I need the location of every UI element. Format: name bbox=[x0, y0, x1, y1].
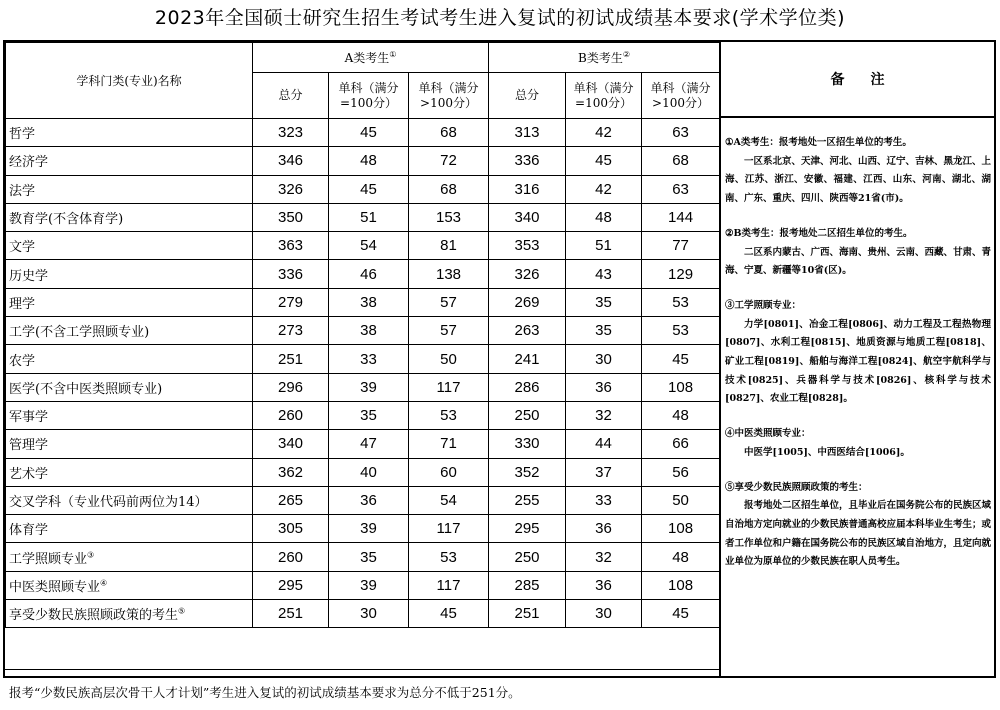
a-single-gt100-header-line1: 单科（满分 bbox=[418, 80, 479, 95]
table-row bbox=[6, 288, 720, 316]
score-cell-b-total: 255 bbox=[489, 486, 566, 514]
score-cell-a-total: 326 bbox=[253, 175, 329, 203]
a-total-header-label: 总分 bbox=[278, 88, 303, 102]
score-cell-b-sgt100: 63 bbox=[642, 175, 720, 203]
score-cell-a-sgt100: 71 bbox=[409, 430, 489, 458]
b-single-100-header-line2: =100分） bbox=[575, 95, 632, 110]
subject-name-cell bbox=[6, 119, 253, 147]
a-single-100-header-line1: 单科（满分 bbox=[338, 80, 399, 95]
score-cell-a-total: 362 bbox=[253, 458, 329, 486]
remarks-notes bbox=[725, 134, 991, 572]
subject-name: 工学照顾专业 bbox=[9, 551, 88, 567]
score-cell-a-s100: 30 bbox=[329, 600, 409, 628]
score-cell-a-s100: 38 bbox=[329, 288, 409, 316]
score-cell-a-total: 265 bbox=[253, 486, 329, 514]
score-cell-b-total: 286 bbox=[489, 373, 566, 401]
b-single-gt100-header bbox=[642, 73, 720, 119]
score-cell-a-sgt100: 54 bbox=[409, 486, 489, 514]
score-cell-a-s100: 35 bbox=[329, 543, 409, 571]
a-total-header bbox=[253, 73, 329, 119]
score-cell-a-total: 336 bbox=[253, 260, 329, 288]
subject-name-cell bbox=[6, 458, 253, 486]
score-cell-a-s100: 54 bbox=[329, 232, 409, 260]
subject-name: 医学(不含中医类照顾专业) bbox=[9, 381, 163, 397]
note-engineering-care bbox=[725, 297, 991, 409]
score-cell-a-s100: 45 bbox=[329, 119, 409, 147]
table-row bbox=[6, 515, 720, 543]
score-cell-b-s100: 36 bbox=[566, 515, 642, 543]
subject-name-cell bbox=[6, 600, 253, 628]
score-cell-b-s100: 32 bbox=[566, 543, 642, 571]
group-a-footnote-mark: ① bbox=[389, 50, 397, 59]
table-row bbox=[6, 147, 720, 175]
score-cell-a-sgt100: 117 bbox=[409, 515, 489, 543]
score-cell-a-sgt100: 117 bbox=[409, 571, 489, 599]
footnote-mark: ⑤ bbox=[178, 606, 186, 616]
score-cell-b-sgt100: 48 bbox=[642, 543, 720, 571]
score-cell-b-total: 250 bbox=[489, 543, 566, 571]
score-cell-a-s100: 39 bbox=[329, 373, 409, 401]
score-cell-a-s100: 47 bbox=[329, 430, 409, 458]
subject-name: 管理学 bbox=[9, 438, 49, 454]
score-cell-b-sgt100: 66 bbox=[642, 430, 720, 458]
score-cell-b-s100: 42 bbox=[566, 119, 642, 147]
score-cell-b-total: 263 bbox=[489, 317, 566, 345]
score-cell-b-s100: 51 bbox=[566, 232, 642, 260]
subject-name: 法学 bbox=[9, 183, 36, 199]
score-cell-b-s100: 35 bbox=[566, 317, 642, 345]
score-cell-b-s100: 30 bbox=[566, 600, 642, 628]
score-cell-b-total: 316 bbox=[489, 175, 566, 203]
group-b-header bbox=[489, 43, 720, 73]
score-cell-b-sgt100: 53 bbox=[642, 288, 720, 316]
remarks-column bbox=[719, 42, 994, 676]
footnote-mark: ③ bbox=[87, 550, 95, 560]
score-cell-a-total: 251 bbox=[253, 345, 329, 373]
remarks-header-label: 备注 bbox=[830, 72, 911, 88]
table-row bbox=[6, 430, 720, 458]
subject-name: 艺术学 bbox=[9, 466, 49, 482]
score-cell-b-sgt100: 48 bbox=[642, 401, 720, 429]
score-cell-a-sgt100: 57 bbox=[409, 288, 489, 316]
score-cell-b-sgt100: 45 bbox=[642, 600, 720, 628]
subject-name-cell bbox=[6, 232, 253, 260]
score-cell-b-s100: 42 bbox=[566, 175, 642, 203]
subject-name-cell bbox=[6, 147, 253, 175]
score-cell-a-total: 296 bbox=[253, 373, 329, 401]
score-cell-b-sgt100: 108 bbox=[642, 515, 720, 543]
subject-name-cell bbox=[6, 260, 253, 288]
score-cell-b-total: 241 bbox=[489, 345, 566, 373]
score-cell-b-total: 336 bbox=[489, 147, 566, 175]
score-cell-a-sgt100: 53 bbox=[409, 543, 489, 571]
score-cell-a-total: 340 bbox=[253, 430, 329, 458]
subject-column-header-label: 学科门类(专业)名称 bbox=[76, 74, 182, 88]
table-row bbox=[6, 175, 720, 203]
remarks-header bbox=[721, 42, 994, 118]
subject-name-cell bbox=[6, 345, 253, 373]
score-cell-a-sgt100: 45 bbox=[409, 600, 489, 628]
score-cell-b-sgt100: 50 bbox=[642, 486, 720, 514]
subject-name: 哲学 bbox=[9, 127, 36, 143]
subject-name: 军事学 bbox=[9, 410, 49, 426]
score-cell-b-s100: 45 bbox=[566, 147, 642, 175]
note-title: ③工学照顾专业： bbox=[725, 299, 802, 311]
note-b-category bbox=[725, 225, 991, 281]
subject-name-cell bbox=[6, 317, 253, 345]
score-table-area bbox=[5, 42, 719, 700]
score-cell-a-sgt100: 153 bbox=[409, 203, 489, 231]
score-cell-b-total: 251 bbox=[489, 600, 566, 628]
score-cell-a-s100: 36 bbox=[329, 486, 409, 514]
subject-name-cell bbox=[6, 401, 253, 429]
score-cell-b-s100: 43 bbox=[566, 260, 642, 288]
table-row bbox=[6, 232, 720, 260]
subject-name-cell bbox=[6, 288, 253, 316]
score-cell-a-sgt100: 57 bbox=[409, 317, 489, 345]
score-cell-b-total: 352 bbox=[489, 458, 566, 486]
note-body: 中医学[1005]、中西医结合[1006]。 bbox=[744, 446, 910, 458]
footer-note-row bbox=[5, 669, 719, 710]
score-cell-b-s100: 36 bbox=[566, 373, 642, 401]
table-row bbox=[6, 317, 720, 345]
score-cell-a-s100: 48 bbox=[329, 147, 409, 175]
subject-name-cell bbox=[6, 571, 253, 599]
group-b-footnote-mark: ② bbox=[622, 50, 631, 59]
score-cell-b-sgt100: 108 bbox=[642, 373, 720, 401]
b-total-header-label: 总分 bbox=[515, 88, 540, 102]
score-cell-a-sgt100: 81 bbox=[409, 232, 489, 260]
score-cell-a-total: 273 bbox=[253, 317, 329, 345]
subject-name-cell bbox=[6, 430, 253, 458]
score-cell-a-total: 346 bbox=[253, 147, 329, 175]
subject-name-cell bbox=[6, 515, 253, 543]
score-cell-a-total: 251 bbox=[253, 600, 329, 628]
note-tcm-care bbox=[725, 425, 991, 462]
score-cell-b-sgt100: 53 bbox=[642, 317, 720, 345]
subject-name: 理学 bbox=[9, 296, 36, 312]
group-a-header bbox=[253, 43, 489, 73]
score-cell-b-total: 326 bbox=[489, 260, 566, 288]
subject-name-cell bbox=[6, 373, 253, 401]
score-cell-a-sgt100: 68 bbox=[409, 175, 489, 203]
score-cell-b-total: 340 bbox=[489, 203, 566, 231]
subject-name: 教育学(不含体育学) bbox=[9, 212, 124, 228]
footnote-mark: ④ bbox=[100, 578, 108, 588]
table-row bbox=[6, 345, 720, 373]
score-cell-a-total: 305 bbox=[253, 515, 329, 543]
note-body: 报考地处二区招生单位，且毕业后在国务院公布的民族区域自治地方定向就业的少数民族普通高校应届本科毕业生考生；或者工作单位和户籍在国务院公布的民族区域自治地方，且定向就业单位为原单位的少数民族在职人员考生。 bbox=[725, 500, 992, 568]
score-cell-a-sgt100: 60 bbox=[409, 458, 489, 486]
a-single-100-header-line2: =100分） bbox=[340, 95, 397, 110]
b-total-header bbox=[489, 73, 566, 119]
subject-name-cell bbox=[6, 203, 253, 231]
score-cell-b-total: 353 bbox=[489, 232, 566, 260]
score-cell-a-total: 363 bbox=[253, 232, 329, 260]
subject-name-cell bbox=[6, 175, 253, 203]
subject-name: 经济学 bbox=[9, 155, 49, 171]
score-cell-a-total: 279 bbox=[253, 288, 329, 316]
score-cell-b-s100: 32 bbox=[566, 401, 642, 429]
score-cell-a-s100: 38 bbox=[329, 317, 409, 345]
score-cell-a-s100: 39 bbox=[329, 515, 409, 543]
score-cell-b-sgt100: 56 bbox=[642, 458, 720, 486]
score-cell-b-sgt100: 68 bbox=[642, 147, 720, 175]
score-cell-a-total: 295 bbox=[253, 571, 329, 599]
a-single-100-header bbox=[329, 73, 409, 119]
score-table bbox=[5, 42, 720, 628]
score-cell-b-s100: 35 bbox=[566, 288, 642, 316]
subject-name-cell bbox=[6, 486, 253, 514]
score-cell-a-total: 260 bbox=[253, 401, 329, 429]
score-cell-b-sgt100: 63 bbox=[642, 119, 720, 147]
score-cell-a-s100: 35 bbox=[329, 401, 409, 429]
note-a-category bbox=[725, 134, 991, 209]
table-row bbox=[6, 458, 720, 486]
score-cell-a-sgt100: 50 bbox=[409, 345, 489, 373]
note-minority-policy bbox=[725, 479, 991, 573]
note-body: 力学[0801]、冶金工程[0806]、动力工程及工程热物理[0807]、水利工程[0815]、地质资源与地质工程[0818]、矿业工程[0819]、船舶与海洋工程[0824]、航空宇航科学与技术[0825]、兵器科学与技术[0826]、核科学与技术[0827]、农业工程[0828]。 bbox=[725, 318, 991, 405]
table-row bbox=[6, 373, 720, 401]
b-single-gt100-header-line2: >100分） bbox=[652, 95, 710, 110]
subject-name-cell bbox=[6, 543, 253, 571]
score-cell-a-total: 260 bbox=[253, 543, 329, 571]
note-title: ②B类考生：报考地处二区招生单位的考生。 bbox=[725, 227, 913, 239]
score-table-frame bbox=[3, 40, 996, 700]
score-cell-b-sgt100: 144 bbox=[642, 203, 720, 231]
score-cell-b-total: 269 bbox=[489, 288, 566, 316]
a-single-gt100-header-line2: >100分） bbox=[420, 95, 477, 110]
score-cell-a-s100: 39 bbox=[329, 571, 409, 599]
group-b-label: B类考生 bbox=[578, 51, 623, 65]
a-single-gt100-header bbox=[409, 73, 489, 119]
score-cell-b-s100: 48 bbox=[566, 203, 642, 231]
score-cell-a-s100: 46 bbox=[329, 260, 409, 288]
group-a-label: A类考生 bbox=[344, 51, 390, 65]
subject-name: 中医类照顾专业 bbox=[9, 579, 101, 595]
subject-name: 交叉学科（专业代码前两位为14） bbox=[9, 495, 208, 510]
score-cell-b-sgt100: 77 bbox=[642, 232, 720, 260]
b-single-100-header-line1: 单科（满分 bbox=[573, 80, 634, 95]
score-cell-a-s100: 40 bbox=[329, 458, 409, 486]
score-cell-b-sgt100: 129 bbox=[642, 260, 720, 288]
table-row bbox=[6, 119, 720, 147]
page-title: 2023年全国硕士研究生招生考试考生进入复试的初试成绩基本要求(学术学位类) bbox=[154, 7, 846, 29]
subject-name: 体育学 bbox=[9, 523, 49, 539]
score-cell-b-sgt100: 108 bbox=[642, 571, 720, 599]
subject-name: 农学 bbox=[9, 353, 36, 369]
subject-name: 享受少数民族照顾政策的考生 bbox=[9, 608, 179, 624]
score-cell-a-total: 350 bbox=[253, 203, 329, 231]
table-row bbox=[6, 571, 720, 599]
score-cell-a-sgt100: 72 bbox=[409, 147, 489, 175]
score-cell-a-sgt100: 68 bbox=[409, 119, 489, 147]
score-cell-a-total: 323 bbox=[253, 119, 329, 147]
score-cell-a-sgt100: 53 bbox=[409, 401, 489, 429]
subject-name: 工学(不含工学照顾专业) bbox=[9, 325, 150, 341]
footer-note: 报考“少数民族高层次骨干人才计划”考生进入复试的初试成绩基本要求为总分不低于251分。 bbox=[9, 685, 521, 700]
table-row bbox=[6, 543, 720, 571]
subject-name: 文学 bbox=[9, 240, 36, 256]
score-cell-a-s100: 51 bbox=[329, 203, 409, 231]
score-cell-b-s100: 37 bbox=[566, 458, 642, 486]
score-cell-b-total: 313 bbox=[489, 119, 566, 147]
note-title: ⑤享受少数民族照顾政策的考生： bbox=[725, 481, 868, 493]
score-cell-b-total: 285 bbox=[489, 571, 566, 599]
score-cell-a-sgt100: 117 bbox=[409, 373, 489, 401]
subject-column-header bbox=[6, 43, 253, 119]
note-body: 二区系内蒙古、广西、海南、贵州、云南、西藏、甘肃、青海、宁夏、新疆等10省(区)。 bbox=[725, 246, 992, 277]
score-cell-a-sgt100: 138 bbox=[409, 260, 489, 288]
b-single-gt100-header-line1: 单科（满分 bbox=[650, 80, 711, 95]
table-row bbox=[6, 486, 720, 514]
score-rows bbox=[6, 119, 720, 628]
score-cell-b-s100: 44 bbox=[566, 430, 642, 458]
table-row bbox=[6, 600, 720, 628]
note-title: ①A类考生：报考地处一区招生单位的考生。 bbox=[725, 137, 912, 148]
score-cell-b-total: 250 bbox=[489, 401, 566, 429]
table-row bbox=[6, 401, 720, 429]
score-cell-b-s100: 36 bbox=[566, 571, 642, 599]
note-title: ④中医类照顾专业： bbox=[725, 428, 811, 440]
subject-name: 历史学 bbox=[9, 268, 49, 284]
score-cell-a-s100: 33 bbox=[329, 345, 409, 373]
score-cell-b-total: 330 bbox=[489, 430, 566, 458]
note-body: 一区系北京、天津、河北、山西、辽宁、吉林、黑龙江、上海、江苏、浙江、安徽、福建、江西、山东、河南、湖北、湖南、广东、重庆、四川、陕西等21省(市)。 bbox=[725, 155, 992, 205]
score-cell-b-total: 295 bbox=[489, 515, 566, 543]
score-cell-b-sgt100: 45 bbox=[642, 345, 720, 373]
header-row-groups bbox=[6, 43, 720, 73]
table-row bbox=[6, 260, 720, 288]
score-cell-a-s100: 45 bbox=[329, 175, 409, 203]
score-cell-b-s100: 30 bbox=[566, 345, 642, 373]
b-single-100-header bbox=[566, 73, 642, 119]
table-row bbox=[6, 203, 720, 231]
score-cell-b-s100: 33 bbox=[566, 486, 642, 514]
